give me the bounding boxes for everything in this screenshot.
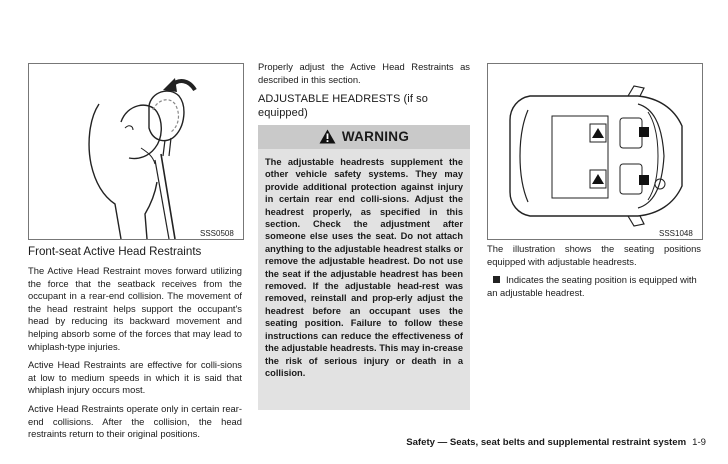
head-restraint-illustration	[29, 64, 243, 239]
page-footer	[406, 437, 706, 448]
paragraph-illustration: The illustration shows the seating positions equipped with adjustable headrests.	[487, 243, 701, 267]
square-marker-icon	[493, 276, 500, 283]
section-heading-adjustable-headrests: ADJUSTABLE HEADRESTS (if so equipped)	[258, 93, 428, 120]
paragraph-3: Active Head Restraints operate only in certain rear-end collisions. After the collision, the head restraints return to their original positions.	[28, 402, 242, 440]
column-left	[28, 245, 242, 447]
paragraph-marker-legend: Indicates the seating position is equipped with an adjustable headrest.	[487, 274, 697, 298]
figure-label-left: SSS0508	[200, 229, 234, 238]
intro-paragraph: Properly adjust the Active Head Restraints as described in this section.	[258, 61, 470, 85]
figure-seating-positions	[487, 63, 703, 240]
figure-head-restraint	[28, 63, 244, 240]
footer-section-title: Safety — Seats, seat belts and supplemental restraint system	[406, 437, 687, 448]
page-number: 1-9	[692, 437, 706, 448]
seat-marker-front-right	[639, 127, 649, 137]
figure-label-right: SSS1048	[659, 229, 693, 238]
paragraph-2: Active Head Restraints are effective for colli-sions at low to medium speeds in which it is said that whiplash injury occurs most.	[28, 359, 242, 396]
column-middle	[258, 61, 470, 126]
paragraph-1: The Active Head Restraint moves forward utilizing the force that the seatback receives from the occupant in a rear-end collision. The movement of the head restraint helps support the occupant's head by reducing its backward movement and helping absorb some of the forces that may lead to whiplash-type injuries.	[28, 265, 242, 352]
warning-text: The adjustable headrests supplement the other vehicle safety systems. They may provide additional protection against injury in certain rear end colli-sions. Adjust the headrest properly, as specified in this section. Check the adjustment after someone else uses the seat. Do not attach anything to the adjustable headrest stalks or remove the adjustable headrest. Do not use the seat if the adjustable headrest has been removed. If the adjustable head-rest was removed, reinstall and prop-erly adjust the headrest before an occupant uses the seating position. Failure to follow these instructions can reduce the effectiveness of the adjustable headrests. This may in-crease the risk of serious injury or death in a collision.	[265, 157, 463, 378]
seat-marker-front-left	[639, 175, 649, 185]
column-right	[487, 243, 701, 305]
warning-box	[258, 125, 470, 410]
vehicle-top-view-illustration	[488, 64, 702, 239]
section-heading-active-head-restraints: Front-seat Active Head Restraints	[28, 245, 202, 258]
warning-title: WARNING	[341, 129, 410, 144]
warning-triangle-icon	[319, 129, 336, 144]
warning-header	[258, 125, 470, 149]
